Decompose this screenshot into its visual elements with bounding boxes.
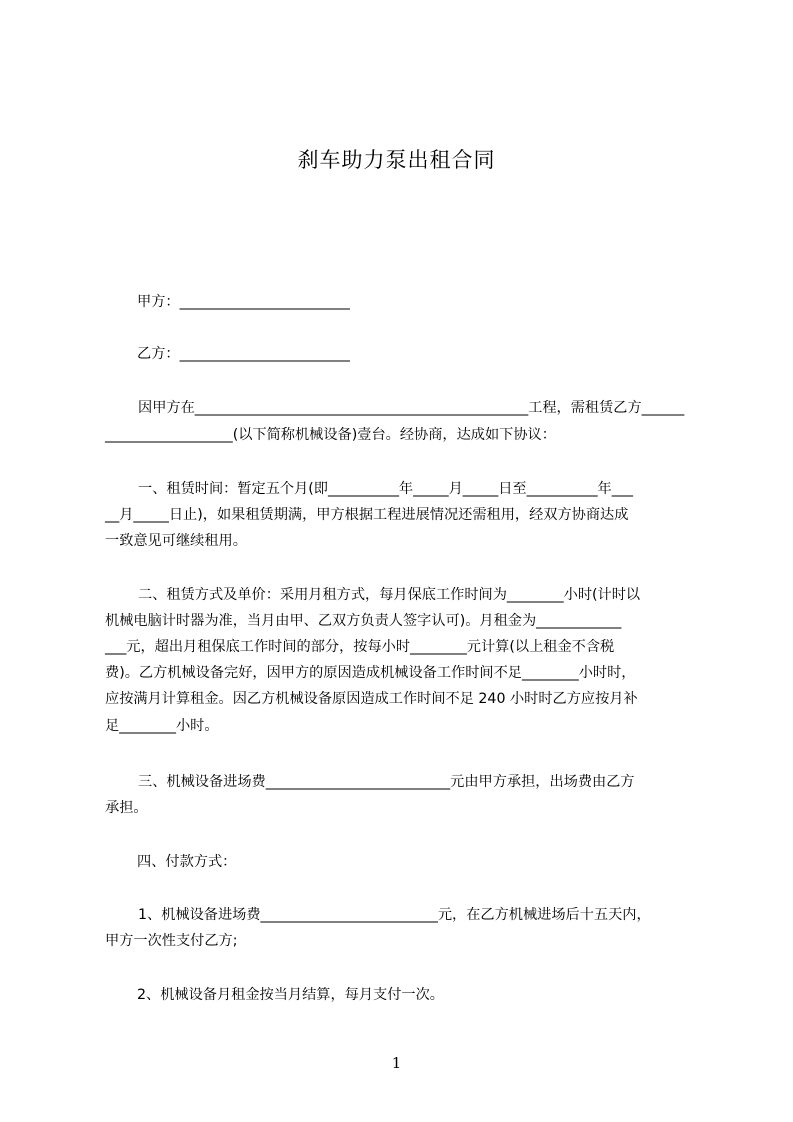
party-a-line: 甲方：________________________ bbox=[137, 294, 350, 310]
party-b-line: 乙方：________________________ bbox=[137, 346, 350, 362]
document-title: 刹车助力泵出租合同 bbox=[297, 148, 496, 172]
page-number: 1 bbox=[391, 1054, 402, 1072]
clause-2-line-4: 费)。乙方机械设备完好，因甲方的原因造成机械设备工作时间不足________小时时， bbox=[105, 665, 636, 681]
preamble-line-2: __________________(以下简称机械设备)壹台。经协商，达成如下协议： bbox=[105, 427, 556, 443]
clause-2-line-1: 二、租赁方式及单价：采用月租方式，每月保底工作时间为________小时(计时以 bbox=[138, 587, 641, 603]
clause-2-line-2: 机械电脑计时器为准，当月由甲、乙双方负责人签字认可)。月租金为____________ bbox=[105, 613, 622, 629]
preamble-line-1: 因甲方在_______________________________________________工程，需租赁乙方______ bbox=[138, 400, 685, 416]
clause-2-line-6: 足________小时。 bbox=[105, 718, 219, 734]
clause-2-line-3: ___元，超出月租保底工作时间的部分，按每小时________元计算(以上租金不含税 bbox=[105, 639, 615, 655]
clause-4-item-1-line-2: 甲方一次性支付乙方; bbox=[105, 933, 238, 949]
clause-1-line-1: 一、租赁时间：暂定五个月(即__________年_____月_____日至__________年___ bbox=[138, 481, 634, 497]
clause-2-line-5: 应按满月计算租金。因乙方机械设备原因造成工作时间不足 240 小时时乙方应按月补 bbox=[105, 691, 638, 707]
clause-4-item-1-line-1: 1、机械设备进场费_________________________元，在乙方机械进场后十五天内， bbox=[138, 907, 651, 923]
clause-4-heading: 四、付款方式： bbox=[137, 854, 237, 870]
clause-3-line-1: 三、机械设备进场费__________________________元由甲方承担，出场费由乙方 bbox=[138, 774, 635, 790]
clause-1-line-2: __月_____日止)，如果租赁期满，甲方根据工程进展情况还需租用，经双方协商达成 bbox=[105, 507, 629, 523]
clause-4-item-2: 2、机械设备月租金按当月结算，每月支付一次。 bbox=[137, 987, 444, 1003]
clause-3-line-2: 承担。 bbox=[105, 800, 148, 816]
clause-1-line-3: 一致意见可继续租用。 bbox=[105, 533, 247, 549]
